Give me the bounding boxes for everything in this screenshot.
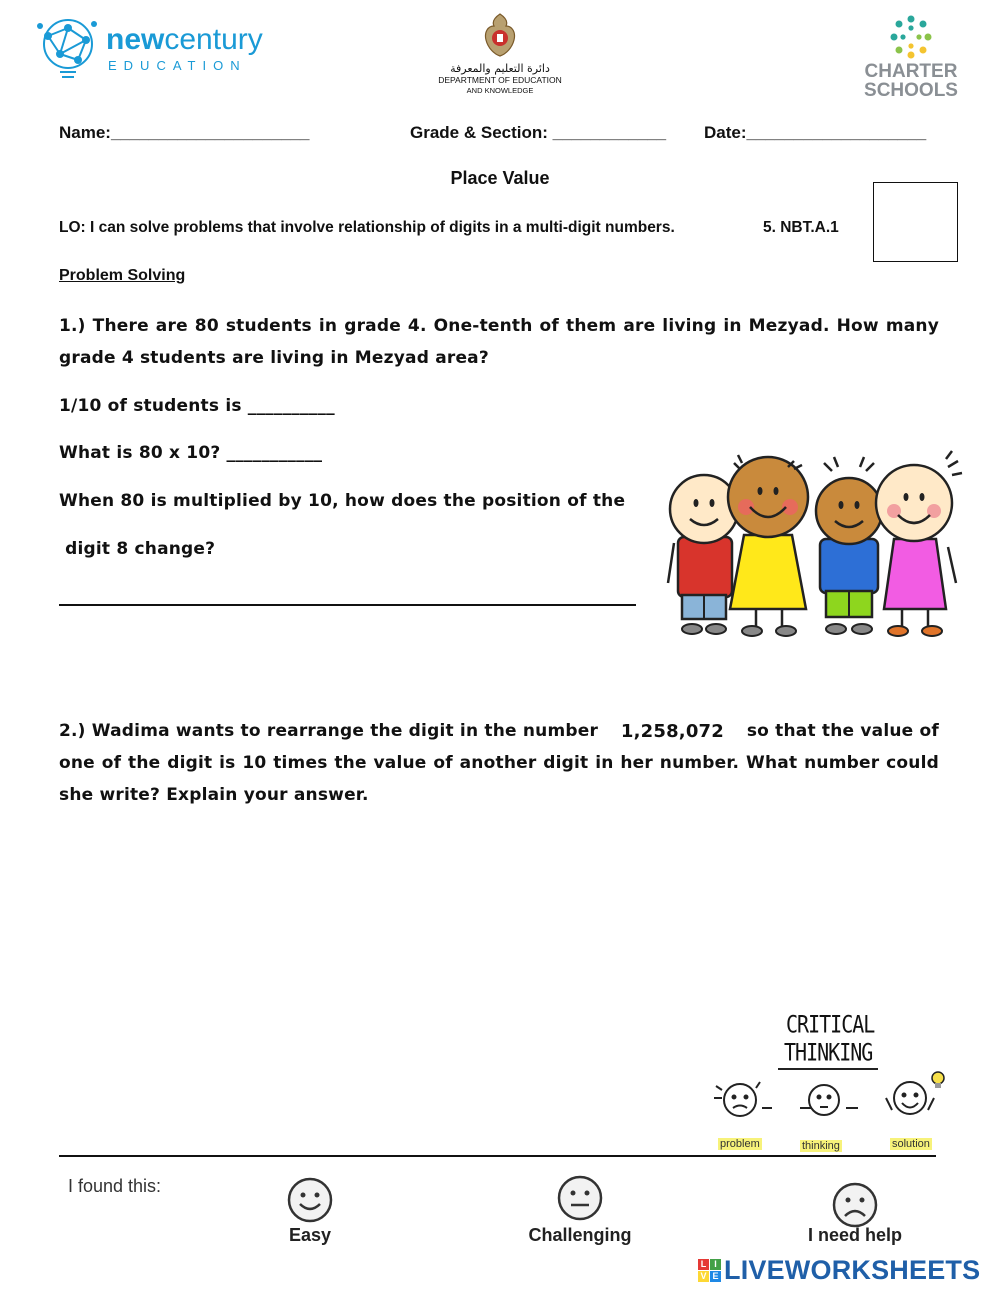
kids-illustration: [664, 443, 964, 643]
badge-v: V: [698, 1271, 709, 1282]
charter-line1: CHARTER: [864, 61, 958, 82]
q1-part-b[interactable]: What is 80 x 10? ___________: [59, 443, 323, 463]
q1-part-c-line2: digit 8 change?: [59, 539, 216, 559]
feedback-prompt: I found this:: [68, 1176, 162, 1196]
department-logo: [420, 12, 580, 104]
q1-line1: 1.) There are 80 students in grade 4. One-tenth of them are living in Mezyad. How many: [59, 316, 939, 336]
badge-l: L: [698, 1259, 709, 1270]
charter-schools-logo: [856, 14, 966, 100]
smiley-neutral-icon: [556, 1174, 604, 1222]
feedback-challenging[interactable]: [520, 1174, 640, 1246]
brand-new: new: [106, 23, 165, 56]
q2-line3: she write? Explain your answer.: [59, 785, 369, 805]
section-heading: Problem Solving: [59, 267, 186, 284]
charter-line2: SCHOOLS: [864, 80, 958, 101]
learning-objective: LO: I can solve problems that involve relationship of digits in a multi-digit numbers.: [59, 219, 675, 236]
badge-i: I: [710, 1259, 721, 1270]
date-field[interactable]: Date:___________________: [704, 123, 927, 142]
feedback-easy[interactable]: [270, 1176, 350, 1246]
q1-answer-line[interactable]: [59, 604, 636, 606]
network-bulb-icon: [34, 14, 104, 84]
q1-part-a[interactable]: 1/10 of students is __________: [59, 396, 335, 416]
q2-line2: one of the digit is 10 times the value of another digit in her number. What number could: [59, 753, 939, 773]
feedback-need-help[interactable]: [795, 1181, 915, 1246]
grade-section-field[interactable]: Grade & Section: ____________: [410, 123, 667, 142]
name-field[interactable]: Name:_____________________: [59, 123, 310, 142]
q2-number: 1,258,072: [620, 721, 725, 742]
lightbulb-icon: [932, 1072, 944, 1088]
feedback-need-help-label: I need help: [807, 1225, 903, 1245]
ct-title-line1: CRITICAL: [786, 1009, 875, 1039]
q2-line1-start: 2.) Wadima wants to rearrange the digit in the number: [59, 721, 599, 741]
badge-e: E: [710, 1271, 721, 1282]
department-line2: AND KNOWLEDGE: [466, 86, 534, 95]
ct-label-problem: problem: [720, 1138, 760, 1150]
score-box[interactable]: [873, 182, 958, 262]
brand-century: century: [164, 23, 263, 56]
q2-line1-end: so that the value of: [746, 721, 939, 741]
falcon-emblem-icon: [478, 12, 522, 58]
critical-thinking-graphic: [700, 1006, 960, 1156]
kid-yellow: [728, 455, 808, 636]
smiley-sad-icon: [831, 1181, 879, 1229]
page-title: Place Value: [450, 168, 550, 188]
smiley-happy-icon: [286, 1176, 334, 1224]
feedback-easy-label: Easy: [288, 1225, 332, 1245]
q2-answer-line[interactable]: [59, 1155, 936, 1157]
ct-label-solution: solution: [892, 1138, 930, 1150]
brand-education: EDUCATION: [108, 58, 247, 73]
ct-label-thinking: thinking: [802, 1140, 840, 1152]
liveworksheets-brand[interactable]: [698, 1256, 980, 1284]
department-arabic: دائرة التعليم والمعرفة: [450, 62, 550, 75]
q2-line1: [59, 721, 939, 742]
standard-code: 5. NBT.A.1: [763, 219, 839, 236]
flower-dots-icon: [888, 14, 934, 60]
kid-pink: [876, 451, 962, 636]
ct-faces: [700, 1070, 960, 1140]
live-badge: [698, 1259, 721, 1282]
feedback-challenging-label: Challenging: [528, 1225, 632, 1245]
q1-part-c-line1: When 80 is multiplied by 10, how does the position of the: [59, 491, 626, 511]
ct-title-line2: THINKING: [784, 1037, 873, 1067]
new-century-logo: [34, 14, 274, 84]
q1-line2: grade 4 students are living in Mezyad area?: [59, 348, 489, 368]
kid-blue: [816, 457, 882, 634]
liveworksheets-text: LIVEWORKSHEETS: [724, 1254, 981, 1285]
department-line1: DEPARTMENT OF EDUCATION: [438, 75, 562, 85]
